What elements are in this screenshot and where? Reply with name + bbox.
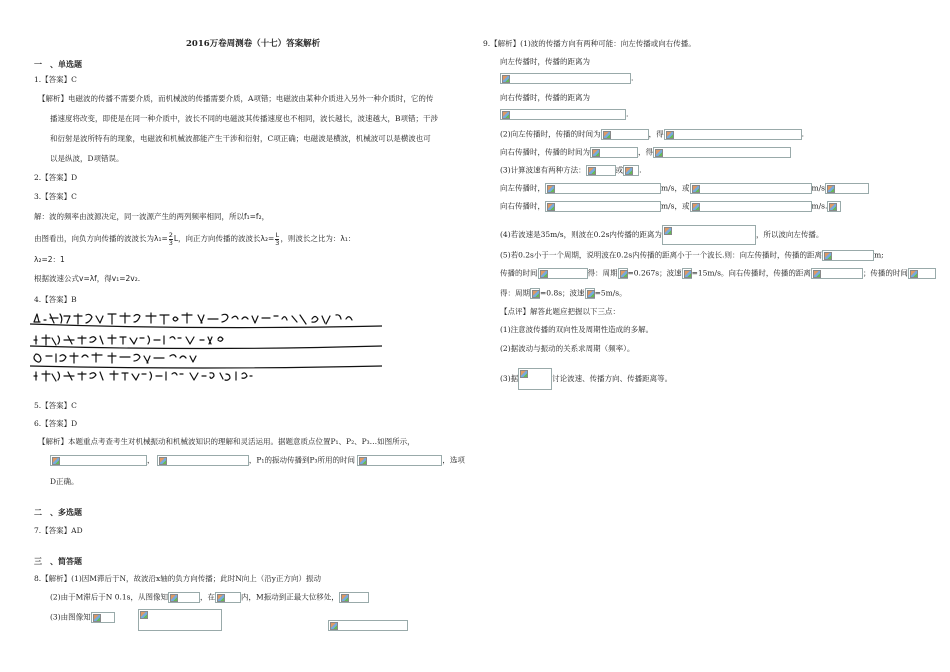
- q9-line: 9.【解析】(1)波的传播方向有两种可能：向左传播或向右传播。: [483, 39, 696, 48]
- q3-solution-line: [34, 232, 355, 246]
- q9-text: (3)据: [500, 374, 519, 383]
- section-heading-single-choice: 一 、单选题: [34, 59, 82, 69]
- q9-text: m/s，或: [661, 183, 690, 193]
- formula-image: [822, 250, 874, 261]
- q9-line: (2)向左传播时，传播的时间为 ，得 .: [500, 129, 805, 139]
- q9-text: ，所以波向左传播。: [755, 230, 824, 239]
- q9-text: (5)若0.2s小于一个周期，说明波在0.2s内传播的距离小于一个波长.则：向左传播时，传播的距离: [500, 250, 823, 260]
- document-title: 2016万卷周测卷（十七）答案解析: [186, 39, 321, 49]
- q1-answer: 1.【答案】C: [34, 75, 77, 84]
- q9-line: 向右传播时，传播的距离为: [500, 93, 590, 102]
- q1-explanation-line: 【解析】电磁波的传播不需要介质，而机械波的传播需要介质，A项错；电磁波由某种介质进入另外一种介质时，它的传: [38, 94, 434, 103]
- formula-image: [138, 609, 222, 631]
- q3-text: 由图看出，向负方向传播的波波长为λ₁=: [34, 234, 168, 243]
- q6-answer: 6.【答案】D: [34, 419, 78, 428]
- q9-text: m/s，或: [661, 201, 690, 211]
- q9-line: [500, 183, 869, 194]
- formula-image: [586, 165, 616, 176]
- formula-image: [618, 268, 628, 279]
- q9-text: =0.8s；波速: [540, 288, 585, 298]
- q8-line: [50, 592, 369, 603]
- q5-answer: 5.【答案】C: [34, 401, 77, 410]
- q9-text: 得：周期: [587, 268, 618, 278]
- formula-image: [811, 268, 863, 279]
- q3-text: ，则波长之比为：λ₁：: [280, 234, 356, 243]
- fraction-numerator: L: [275, 231, 280, 239]
- q6-explanation-line: 【解析】本题重点考查考生对机械振动和机械波知识的理解和灵活运用。据题意质点位置P₁、P₂、P₃…如图所示，: [38, 437, 415, 446]
- formula-image: [623, 165, 639, 176]
- q6-explanation-line: [50, 455, 465, 466]
- q3-solution-line: λ₂=2：1: [34, 255, 65, 264]
- q9-line: (3)计算波速有两种方法： 或 .: [500, 165, 642, 175]
- q9-comment-line: [500, 368, 672, 390]
- formula-image: [827, 201, 841, 212]
- formula-image: [908, 268, 936, 279]
- fraction-denominator: 3: [168, 238, 173, 247]
- formula-image: [157, 455, 249, 466]
- formula-image: [500, 73, 631, 84]
- formula-image: [682, 268, 692, 279]
- q9-text: =0.267s；波速: [627, 268, 682, 278]
- q9-text: (3)计算波速有两种方法：: [500, 165, 586, 175]
- formula-image: [168, 592, 200, 603]
- q8-text: (2)由于M滞后于N 0.1s，从图像知: [50, 592, 169, 602]
- q9-text: 向左传播时，: [500, 183, 545, 193]
- formula-image: [538, 268, 588, 279]
- q9-comment-heading: 【点评】解答此题应把握以下三点：: [500, 307, 620, 316]
- formula-image: [590, 147, 638, 158]
- q9-line: [500, 201, 841, 212]
- q9-line: [500, 288, 627, 299]
- q9-text: 向右传播时，传播的时间为: [500, 147, 590, 157]
- formula-image: [690, 201, 812, 212]
- q9-text: ；传播的时间: [862, 268, 908, 278]
- formula-image: [690, 183, 812, 194]
- formula-image: [215, 592, 241, 603]
- formula-image: [50, 455, 147, 466]
- formula-image: [500, 109, 626, 120]
- handwritten-solution-image: [30, 310, 382, 390]
- q3-solution-line: 根据波速公式v=λf，得v₁=2v₂.: [34, 274, 141, 283]
- q9-text: 向右传播时，: [500, 201, 545, 211]
- section-heading-short-answer: 三 、简答题: [34, 556, 82, 566]
- q8-text: 内，M振动到正最大位移处，: [241, 592, 339, 602]
- q9-line: 向左传播时，传播的距离为: [500, 57, 590, 66]
- formula-image: [518, 368, 552, 390]
- q9-text: =5m/s。: [594, 288, 627, 298]
- formula-image: [530, 288, 540, 299]
- formula-image: [585, 288, 595, 299]
- q9-text: 传播的时间: [500, 268, 538, 278]
- formula-image: [825, 183, 869, 194]
- q1-explanation-line: 播速度将改变，即使是在同一种介质中，波长不同的电磁波其传播速度也不相同，波长越长，波速越大，B项错；干涉: [50, 114, 439, 123]
- q2-answer: 2.【答案】D: [34, 173, 78, 182]
- formula-image: [91, 612, 115, 623]
- q9-comment-line: (1)注意波传播的双向性及周期性造成的多解。: [500, 325, 654, 334]
- q9-line: .: [500, 73, 633, 84]
- fraction: [169, 232, 173, 246]
- q6-text: ，P₁的振动传播到P₃所用的时间: [248, 455, 355, 465]
- q9-text: =15m/s。向右传播时，传播的距离: [691, 268, 811, 278]
- q9-comment-line: (2)据波动与振动的关系求周期（频率）。: [500, 344, 635, 353]
- q9-line: [500, 250, 884, 261]
- q8-line: 8.【解析】(1)因M滞后于N，故波沿x轴的负方向传播；此时N向上（沿y正方向）振动: [34, 574, 322, 583]
- q9-line: [500, 147, 791, 158]
- q8-text: ，在: [200, 592, 216, 602]
- q9-text: ，得: [638, 147, 653, 157]
- q1-explanation-line: 以是纵波，D项错误。: [50, 154, 124, 163]
- q7-answer: 7.【答案】AD: [34, 526, 83, 535]
- fraction: [275, 232, 279, 246]
- formula-image: [662, 225, 756, 245]
- formula-image: [357, 455, 442, 466]
- formula-image: [545, 183, 661, 194]
- q9-text: m;: [874, 250, 884, 260]
- q3-text: L，向正方向传播的波波长λ₂=: [173, 234, 275, 243]
- q9-text: (4)若波速是35m/s，则波在0.2s内传播的距离为: [500, 230, 662, 239]
- q9-text: 得：周期: [500, 288, 530, 298]
- q8-line: [50, 612, 115, 623]
- q1-explanation-line: 和衍射是波所特有的现象，电磁波和机械波都能产生干涉和衍射，C项正确；电磁波是横波，机械波可以是横波也可: [50, 134, 431, 143]
- formula-image: [664, 129, 802, 140]
- q9-text: m/s: [811, 183, 825, 193]
- q9-text: 或: [615, 165, 624, 175]
- formula-image: [339, 592, 369, 603]
- q9-text: ，得: [648, 129, 664, 139]
- fraction-numerator: 2: [168, 231, 173, 239]
- q9-text: (2)向左传播时，传播的时间为: [500, 129, 601, 139]
- q9-line: .: [500, 109, 628, 120]
- q8-text: (3)由图像知: [50, 612, 91, 622]
- q3-solution-line: 解：波的频率由波源决定，同一波源产生的两列频率相同，所以f₁=f₂，: [34, 212, 270, 221]
- q6-text: ，选项: [442, 455, 465, 465]
- section-heading-multi-choice: 二 、多选题: [34, 507, 82, 517]
- q6-text: ，: [147, 455, 155, 465]
- formula-image: [601, 129, 649, 140]
- q9-line: [500, 268, 936, 279]
- q9-line: [500, 225, 823, 245]
- q3-answer: 3.【答案】C: [34, 192, 77, 201]
- formula-image: [653, 147, 791, 158]
- q9-text: m/s.: [811, 201, 828, 211]
- fraction-denominator: 3: [275, 238, 280, 247]
- formula-image: [545, 201, 661, 212]
- q6-explanation-line: D正确。: [50, 477, 79, 486]
- q9-text: 讨论波速、传播方向、传播距离等。: [552, 374, 673, 383]
- formula-image: [328, 620, 408, 631]
- q4-answer: 4.【答案】B: [34, 295, 77, 304]
